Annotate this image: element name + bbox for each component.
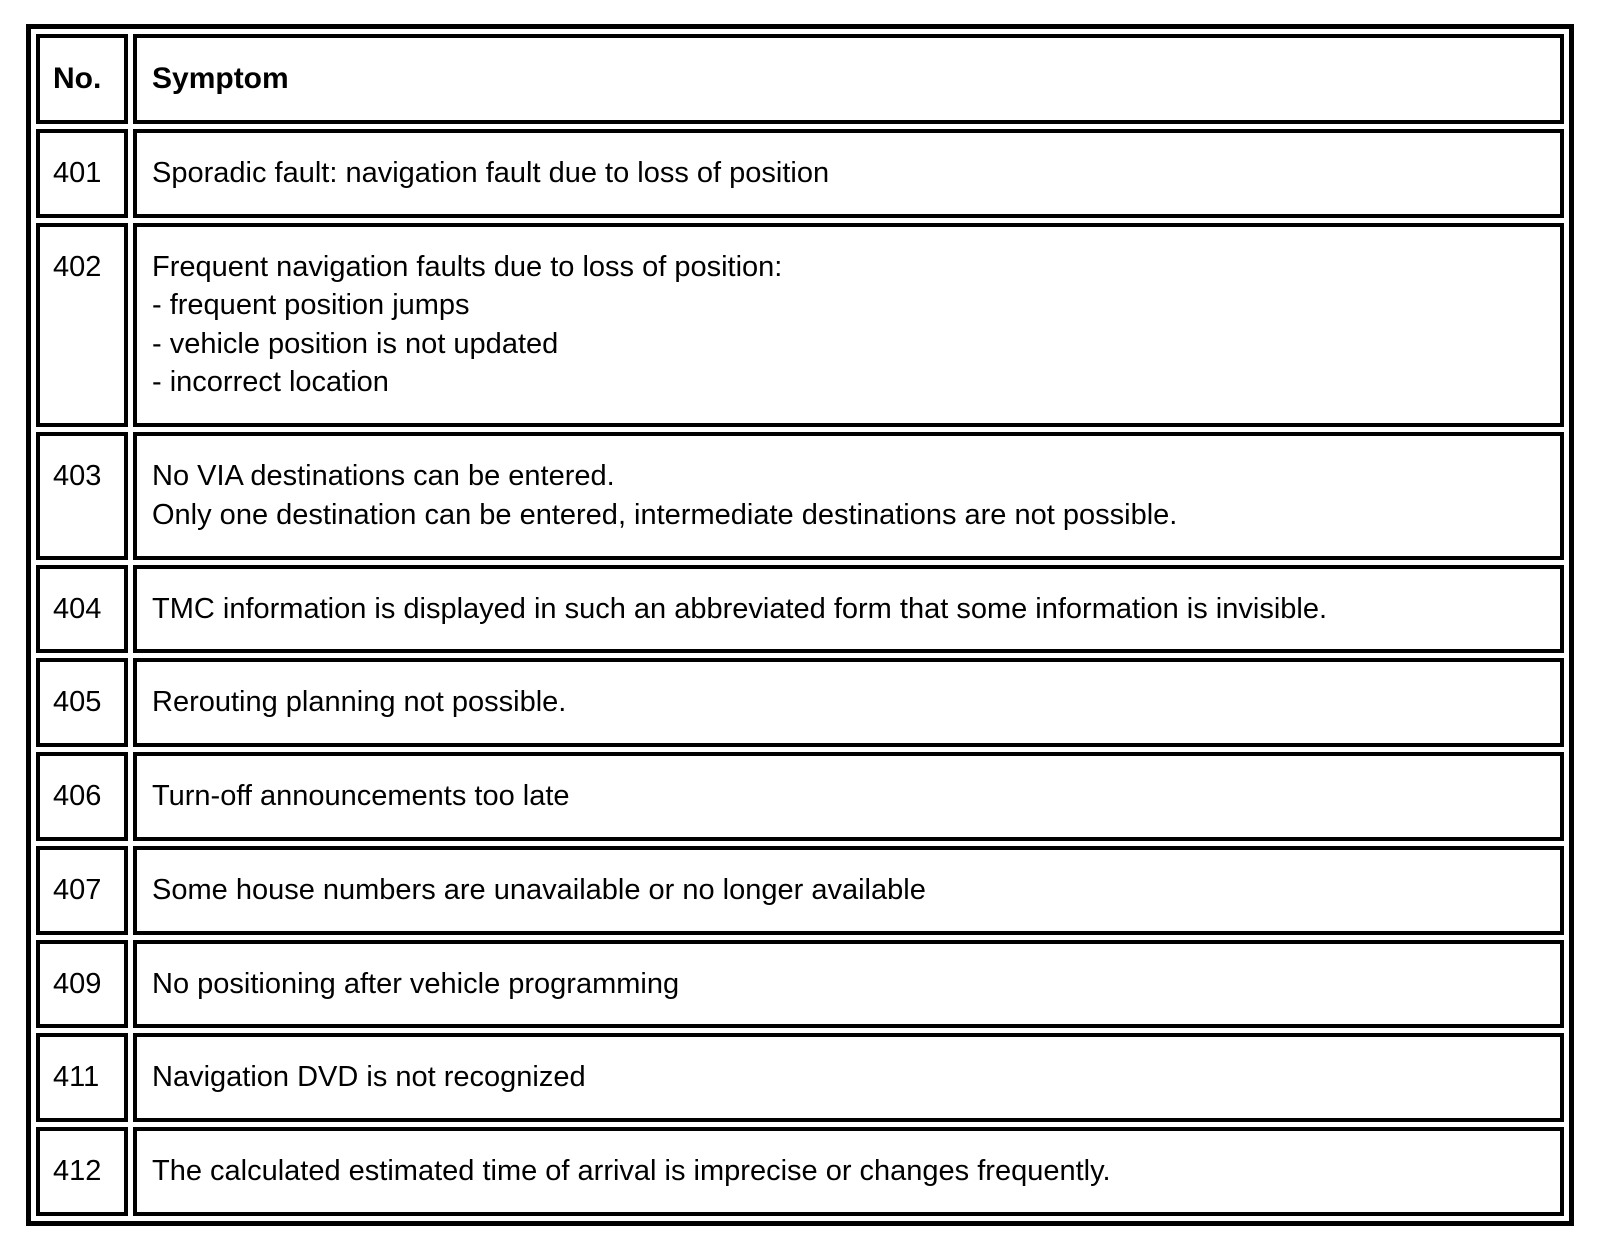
- table-row: [36, 432, 1564, 559]
- symptom-text: [133, 752, 1564, 841]
- symptom-text: [133, 129, 1564, 218]
- table-row: [36, 940, 1564, 1029]
- table-row: [36, 752, 1564, 841]
- symptom-text: [133, 940, 1564, 1029]
- table-row: [36, 223, 1564, 428]
- header-row: [36, 34, 1564, 124]
- symptom-text: [133, 432, 1564, 559]
- row-number: 412: [36, 1127, 128, 1216]
- symptom-text: [133, 1127, 1564, 1216]
- symptom-text: [133, 658, 1564, 747]
- symptom-text: [133, 565, 1564, 654]
- symptom-text: [133, 1033, 1564, 1122]
- symptom-line: - frequent position jumps: [152, 289, 470, 322]
- column-header-no: No.: [36, 34, 128, 124]
- symptom-line: Frequent navigation faults due to loss of position:: [152, 250, 783, 283]
- symptom-line: Only one destination can be entered, intermediate destinations are not possible.: [152, 498, 1178, 531]
- symptom-text: [133, 223, 1564, 428]
- symptom-line: No VIA destinations can be entered.: [152, 460, 615, 493]
- symptom-line: - incorrect location: [152, 366, 389, 399]
- row-number: 405: [36, 658, 128, 747]
- row-number: 404: [36, 565, 128, 654]
- symptom-line: Rerouting planning not possible.: [152, 686, 567, 719]
- symptom-table: [26, 24, 1574, 1226]
- table-row: [36, 1127, 1564, 1216]
- table-row: [36, 846, 1564, 935]
- table-body: [36, 129, 1564, 1216]
- table-row: [36, 565, 1564, 654]
- row-number: 403: [36, 432, 128, 559]
- symptom-line: Turn-off announcements too late: [152, 780, 570, 813]
- row-number: 402: [36, 223, 128, 428]
- row-number: 401: [36, 129, 128, 218]
- table-row: [36, 129, 1564, 218]
- symptom-line: The calculated estimated time of arrival is imprecise or changes frequently.: [152, 1155, 1111, 1188]
- symptom-text: [133, 846, 1564, 935]
- symptom-line: Navigation DVD is not recognized: [152, 1061, 586, 1094]
- row-number: 409: [36, 940, 128, 1029]
- table-row: [36, 658, 1564, 747]
- symptom-line: Sporadic fault: navigation fault due to loss of position: [152, 156, 830, 189]
- symptom-line: - vehicle position is not updated: [152, 327, 559, 360]
- row-number: 411: [36, 1033, 128, 1122]
- symptom-line: TMC information is displayed in such an abbreviated form that some information is invisible.: [152, 592, 1328, 625]
- row-number: 407: [36, 846, 128, 935]
- table-row: [36, 1033, 1564, 1122]
- symptom-line: Some house numbers are unavailable or no longer available: [152, 873, 926, 906]
- column-header-symptom: Symptom: [133, 34, 1564, 124]
- row-number: 406: [36, 752, 128, 841]
- symptom-line: No positioning after vehicle programming: [152, 967, 680, 1000]
